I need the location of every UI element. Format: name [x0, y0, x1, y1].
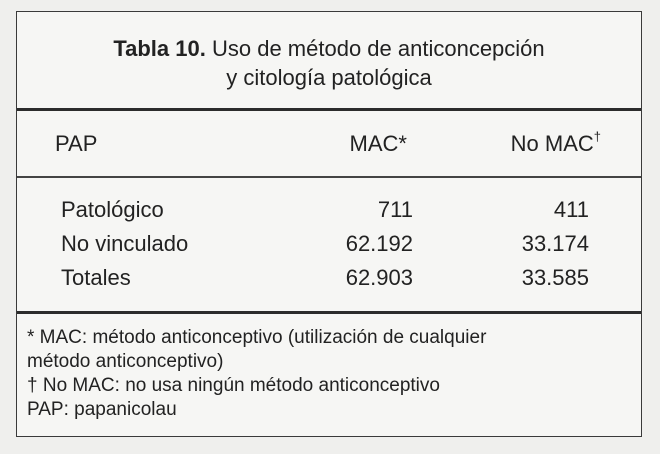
table-number: Tabla 10.	[113, 36, 206, 61]
bottom-rule	[17, 311, 641, 314]
table-row	[17, 227, 641, 261]
cell-mac: 62.192	[345, 231, 413, 256]
table-caption	[17, 34, 641, 92]
cell-no-mac: 411	[553, 197, 589, 222]
caption-text-1: Uso de método de anticoncepción	[211, 36, 545, 61]
dagger-mark: †	[593, 128, 601, 144]
caption-line-1	[17, 34, 641, 63]
caption-text-2: y citología patológica	[226, 65, 432, 90]
footnote-mac-cont: método anticonceptivo)	[27, 351, 224, 372]
header-no-mac-label: No MAC	[510, 131, 594, 156]
cell-mac: 62.903	[345, 265, 413, 290]
row-label: Patológico	[61, 197, 164, 222]
table-frame	[16, 11, 642, 437]
footnote-pap: PAP: papanicolau	[27, 399, 177, 420]
footnote-no-mac: † No MAC: no usa ningún método anticonceptivo	[27, 375, 440, 396]
top-rule	[17, 108, 641, 111]
cell-no-mac: 33.585	[521, 265, 589, 290]
table-row	[17, 261, 641, 295]
header-mac: MAC*	[349, 131, 407, 156]
header-no-mac	[511, 130, 601, 158]
header-pap: PAP	[55, 131, 98, 156]
table-footnotes	[27, 326, 631, 422]
cell-mac: 711	[377, 197, 413, 222]
footnote-mac: * MAC: método anticonceptivo (utilización de cualquier	[27, 327, 487, 348]
header-rule	[17, 176, 641, 178]
row-label: Totales	[61, 265, 131, 290]
table-row	[17, 193, 641, 227]
cell-no-mac: 33.174	[521, 231, 589, 256]
row-label: No vinculado	[61, 231, 189, 256]
